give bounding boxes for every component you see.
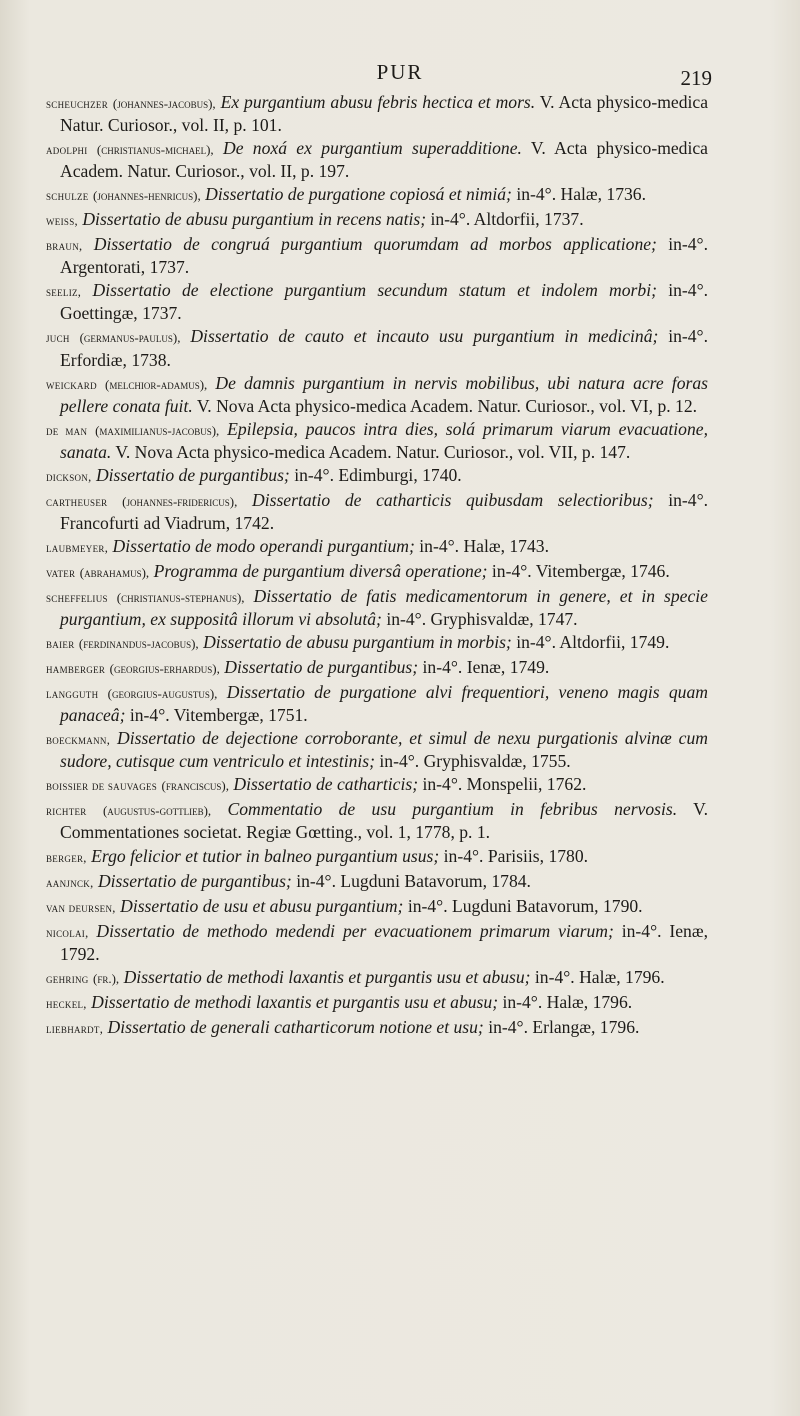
bibliography-entry bbox=[46, 326, 708, 370]
entry-author: baier bbox=[46, 637, 75, 652]
entry-author: richter bbox=[46, 804, 87, 819]
bibliography-entry bbox=[46, 846, 708, 869]
page-number: 219 bbox=[680, 66, 712, 90]
entry-publication: in-4°. Halæ, 1736. bbox=[516, 184, 647, 205]
bibliography-entry bbox=[46, 1017, 708, 1040]
entry-author: hamberger bbox=[46, 662, 106, 677]
entry-title: Dissertatio de purgatione copiosá et nimiá; bbox=[205, 184, 512, 205]
bibliography-entry bbox=[46, 92, 708, 136]
entry-title: Dissertatio de methodi laxantis et purgantis usu et abusu; bbox=[123, 966, 531, 987]
bibliography-entry bbox=[46, 774, 708, 797]
entry-title: Dissertatio de electione purgantium secundum statum et indolem morbi; bbox=[92, 280, 657, 301]
bibliography-entry bbox=[46, 682, 708, 726]
entry-author: dickson, bbox=[46, 469, 92, 484]
entry-given-name: (christianus-michael), bbox=[96, 142, 214, 158]
entry-publication: in-4°. Monspelii, 1762. bbox=[422, 774, 587, 795]
bibliography-entry bbox=[46, 871, 708, 894]
entry-publication: in-4°. Altdorfii, 1749. bbox=[516, 632, 670, 653]
entry-author: seeliz, bbox=[46, 285, 82, 300]
bibliography-entry bbox=[46, 234, 708, 278]
entry-title: Dissertatio de modo operandi purgantium; bbox=[112, 535, 415, 556]
entry-given-name: (melchior-adamus), bbox=[105, 376, 208, 392]
entry-title: Dissertatio de fatis medicamentorum in genere, et in specie purgantium, ex suppositâ illorum vi absolutâ; bbox=[60, 585, 708, 630]
entry-publication: in-4°. Ienæ, 1749. bbox=[422, 657, 550, 678]
entry-title: Commentatio de usu purgantium in febribus nervosis. bbox=[227, 799, 678, 820]
bibliography-entry bbox=[46, 209, 708, 232]
bibliography-entry bbox=[46, 280, 708, 324]
entry-title: Programma de purgantium diversâ operatione; bbox=[153, 560, 488, 581]
entry-title: Epilepsia, paucos intra dies, solá primarum viarum evacuatione, sanata. bbox=[60, 418, 708, 462]
entry-title: Dissertatio de dejectione corroborante, et simul de nexu purgationis alvinæ cum sudore, cutisque cum ventriculo et intestinis; bbox=[60, 728, 708, 772]
entry-title: De damnis purgantium in nervis mobilibus, ubi natura acre foras pellere conata fuit. bbox=[60, 372, 708, 416]
entry-publication: in-4°. Ienæ, 1792. bbox=[60, 920, 708, 964]
entry-author: scheuchzer bbox=[46, 97, 109, 111]
entry-publication: in-4°. Lugduni Batavorum, 1790. bbox=[407, 895, 643, 916]
entry-publication: in-4°. Parisiis, 1780. bbox=[443, 845, 589, 866]
bibliography-entry bbox=[46, 561, 708, 584]
entry-title: Dissertatio de catharticis quibusdam selectioribus; bbox=[252, 489, 654, 510]
entry-author: scheffelius bbox=[46, 590, 108, 605]
entry-given-name: (johannes-henricus), bbox=[93, 188, 201, 204]
bibliography-entry bbox=[46, 465, 708, 488]
entry-given-name: (germanus-paulus), bbox=[79, 330, 181, 346]
entry-publication: in-4°. Goettingæ, 1737. bbox=[60, 280, 709, 324]
entry-author: liebhardt, bbox=[46, 1021, 104, 1036]
entry-author: vater bbox=[46, 565, 76, 580]
bibliography-entry bbox=[46, 586, 708, 630]
entry-author: cartheuser bbox=[46, 494, 108, 509]
entry-publication: in-4°. Gryphisvaldæ, 1755. bbox=[379, 751, 571, 772]
entry-author: langguth bbox=[46, 687, 99, 702]
entry-publication: in-4°. Vitembergæ, 1751. bbox=[129, 705, 308, 726]
entry-title: Dissertatio de congruá purgantium quorumdam ad morbos applicatione; bbox=[93, 234, 657, 255]
entry-publication: in-4°. Halæ, 1796. bbox=[534, 966, 665, 987]
entry-given-name: (fr.), bbox=[93, 970, 120, 986]
entry-publication: V. Commentationes societat. Regiæ Gœtting., vol. 1, 1778, p. 1. bbox=[60, 799, 708, 843]
entry-given-name: (franciscus), bbox=[161, 778, 229, 794]
entry-author: juch bbox=[46, 331, 70, 346]
bibliography-entry bbox=[46, 896, 708, 919]
entry-author: nicolai, bbox=[46, 925, 89, 940]
entry-title: Ergo felicior et tutior in balneo purgantium usus; bbox=[91, 845, 440, 866]
entry-publication: V. Nova Acta physico-medica Academ. Natur. Curiosor., vol. VI, p. 12. bbox=[196, 395, 698, 416]
bibliography-entry bbox=[46, 490, 708, 534]
entry-title: De noxá ex purgantium superadditione. bbox=[222, 138, 522, 159]
entry-author: de man bbox=[46, 423, 88, 438]
entry-title: Dissertatio de abusu purgantium in recens natis; bbox=[82, 209, 427, 230]
entry-publication: in-4°. Edimburgi, 1740. bbox=[294, 464, 462, 485]
bibliography-entry bbox=[46, 138, 708, 182]
bibliography-list bbox=[46, 92, 708, 1042]
entry-title: Dissertatio de cauto et incauto usu purgantium in medicinâ; bbox=[190, 326, 659, 347]
entry-publication: V. Acta physico-medica Natur. Curiosor., vol. II, p. 101. bbox=[60, 92, 708, 136]
entry-publication: in-4°. Halæ, 1743. bbox=[419, 535, 549, 556]
entry-publication: in-4°. Altdorfii, 1737. bbox=[430, 209, 584, 230]
entry-author: aanjnck, bbox=[46, 875, 94, 890]
entry-given-name: (ferdinandus-jacobus), bbox=[78, 636, 199, 652]
bibliography-entry bbox=[46, 657, 708, 680]
entry-author: braun, bbox=[46, 239, 83, 254]
entry-title: Dissertatio de methodi laxantis et purgantis usu et abusu; bbox=[91, 991, 499, 1012]
entry-author: laubmeyer, bbox=[46, 540, 109, 555]
entry-author: van deursen, bbox=[46, 900, 116, 915]
entry-publication: in-4°. Halæ, 1796. bbox=[502, 991, 633, 1012]
bibliography-entry bbox=[46, 536, 708, 559]
entry-publication: in-4°. Francofurti ad Viadrum, 1742. bbox=[60, 489, 709, 533]
entry-title: Dissertatio de catharticis; bbox=[233, 774, 419, 795]
entry-author: adolphi bbox=[46, 143, 88, 158]
entry-title: Dissertatio de purgatione alvi frequentiori, veneno magis quam panaceâ; bbox=[60, 682, 708, 726]
entry-author: gehring bbox=[46, 971, 89, 986]
entry-title: Dissertatio de generali catharticorum notione et usu; bbox=[107, 1016, 484, 1037]
entry-given-name: (johannes-fridericus), bbox=[122, 493, 238, 509]
bibliography-entry bbox=[46, 373, 708, 417]
entry-title: Dissertatio de methodo medendi per evacuationem primarum viarum; bbox=[96, 920, 614, 941]
bibliography-entry bbox=[46, 992, 708, 1015]
entry-title: Dissertatio de usu et abusu purgantium; bbox=[120, 895, 404, 916]
entry-title: Dissertatio de purgantibus; bbox=[224, 657, 419, 678]
entry-author: schulze bbox=[46, 189, 89, 204]
bibliography-entry bbox=[46, 728, 708, 772]
entry-publication: in-4°. Gryphisvaldæ, 1747. bbox=[386, 609, 578, 630]
bibliography-entry bbox=[46, 921, 708, 965]
entry-publication: in-4°. Argentorati, 1737. bbox=[60, 234, 708, 278]
entry-author: weiss, bbox=[46, 214, 78, 229]
bibliography-entry bbox=[46, 632, 708, 655]
entry-publication: in-4°. Vitembergæ, 1746. bbox=[491, 560, 670, 581]
entry-title: Dissertatio de abusu purgantium in morbis; bbox=[203, 632, 512, 653]
entry-given-name: (maximilianus-jacobus), bbox=[95, 422, 220, 438]
running-head: PUR bbox=[376, 60, 424, 84]
entry-publication: V. Acta physico-medica Academ. Natur. Curiosor., vol. II, p. 197. bbox=[60, 138, 708, 182]
bibliography-entry bbox=[46, 799, 708, 843]
bibliography-entry bbox=[46, 184, 708, 207]
entry-given-name: (augustus-gottlieb), bbox=[102, 803, 212, 819]
entry-given-name: (georgius-erhardus), bbox=[109, 661, 220, 677]
bibliography-entry bbox=[46, 419, 708, 463]
entry-publication: in-4°. Lugduni Batavorum, 1784. bbox=[296, 870, 531, 891]
entry-publication: in-4°. Erlangæ, 1796. bbox=[488, 1016, 640, 1037]
entry-author: boissier de sauvages bbox=[46, 779, 158, 794]
entry-publication: in-4°. Erfordiæ, 1738. bbox=[60, 326, 708, 370]
entry-author: weickard bbox=[46, 377, 97, 392]
entry-given-name: (christianus-stephanus), bbox=[116, 589, 245, 605]
entry-given-name: (abrahamus), bbox=[79, 564, 150, 580]
entry-author: berger, bbox=[46, 850, 87, 865]
entry-author: boeckmann, bbox=[46, 733, 111, 748]
entry-title: Dissertatio de purgantibus; bbox=[97, 870, 292, 891]
entry-author: heckel, bbox=[46, 996, 87, 1011]
entry-given-name: (georgius-augustus), bbox=[107, 686, 218, 702]
entry-title: Dissertatio de purgantibus; bbox=[95, 464, 290, 485]
entry-given-name: (johannes-jacobus), bbox=[112, 96, 216, 111]
entry-title: Ex purgantium abusu febris hectica et mors. bbox=[220, 92, 536, 112]
entry-publication: V. Nova Acta physico-medica Academ. Natur. Curiosor., vol. VII, p. 147. bbox=[115, 441, 631, 462]
bibliography-entry bbox=[46, 967, 708, 990]
